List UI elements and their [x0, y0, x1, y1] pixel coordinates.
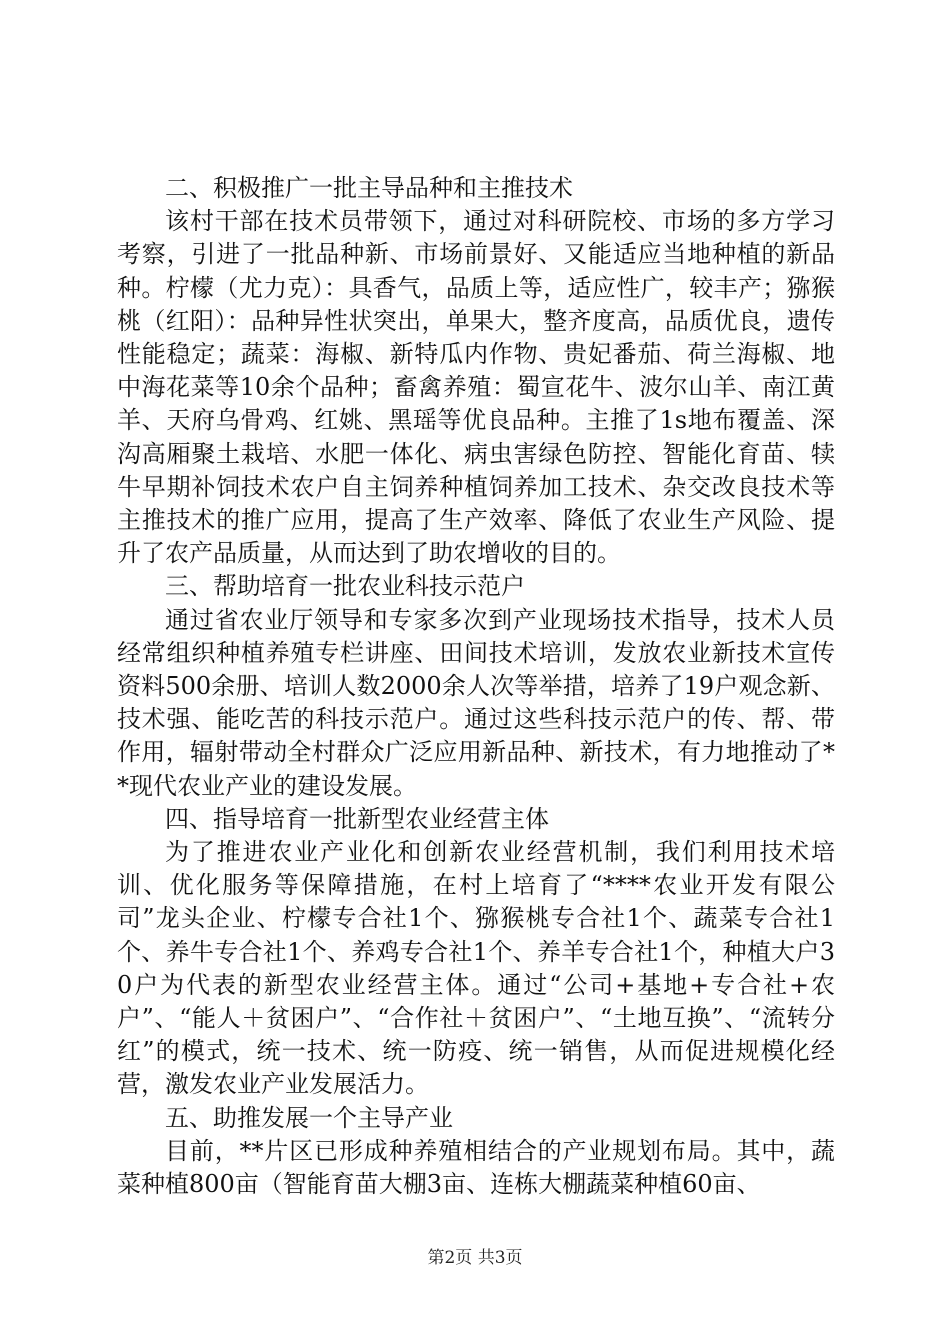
- section-heading-5: 五、助推发展一个主导产业: [165, 1103, 453, 1132]
- section-heading-3: 三、帮助培育一批农业科技示范户: [165, 572, 525, 601]
- section-paragraph-4: 为了推进农业产业化和创新农业经营机制，我们利用技术培训、优化服务等保障措施，在村上培育了“****农业开发有限公司”龙头企业、柠檬专合社1个、猕猴桃专合社1个、蔬菜专合社1个、养牛专合社1个、养鸡专合社1个、养羊专合社1个，种植大户30户为代表的新型农业经营主体。通过“公司+基地+专合社+农户”、“能人＋贫困户”、“合作社＋贫困户”、“土地互换”、“流转分红”的模式，统一技术、统一防疫、统一销售，从而促进规模化经营，激发农业产业发展活力。: [117, 838, 835, 1099]
- section-paragraph-2: 该村干部在技术员带领下，通过对科研院校、市场的多方学习考察，引进了一批品种新、市场前景好、又能适应当地种植的新品种。柠檬（尤力克）：具香气，品质上等，适应性广，较丰产；猕猴桃（红阳）：品种异性状突出，单果大，整齐度高，品质优良，遗传性能稳定；蔬菜：海椒、新特瓜内作物、贵妃番茄、荷兰海椒、地中海花菜等10余个品种；畜禽养殖：蜀宣花牛、波尔山羊、南江黄羊、天府乌骨鸡、红姚、黑瑶等优良品种。主推了1s地布覆盖、深沟高厢聚土栽培、水肥一体化、病虫害绿色防控、智能化育苗、犊牛早期补饲技术农户自主饲养种植饲养加工技术、杂交改良技术等主推技术的推广应用，提高了生产效率、降低了农业生产风险、提升了农产品质量，从而达到了助农增收的目的。: [117, 207, 835, 568]
- section-paragraph-3: 通过省农业厅领导和专家多次到产业现场技术指导，技术人员经常组织种植养殖专栏讲座、田间技术培训，发放农业新技术宣传资料500余册、培训人数2000余人次等举措，培养了19户观念新、技术强、能吃苦的科技示范户。通过这些科技示范户的传、帮、带作用，辐射带动全村群众广泛应用新品种、新技术，有力地推动了**现代农业产业的建设发展。: [117, 605, 835, 800]
- section-heading-2: 二、积极推广一批主导品种和主推技术: [165, 174, 573, 202]
- document-body: [117, 172, 835, 1201]
- section-heading-4: 四、指导培育一批新型农业经营主体: [165, 804, 549, 833]
- page-footer: 第2页 共3页: [427, 1248, 523, 1268]
- section-paragraph-5: 目前，**片区已形成种养殖相结合的产业规划布局。其中，蔬菜种植800亩（智能育苗大棚3亩、连栋大棚蔬菜种植60亩、: [117, 1136, 835, 1199]
